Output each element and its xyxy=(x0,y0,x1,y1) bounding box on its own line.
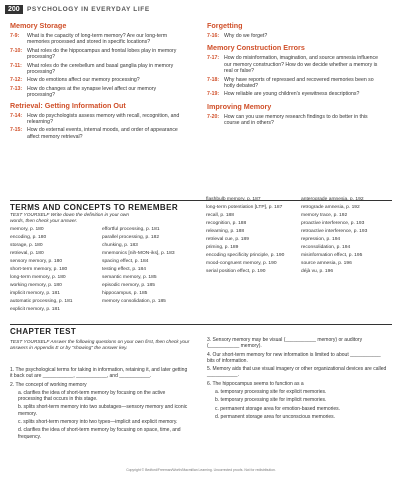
learning-objective xyxy=(10,77,185,83)
test-question: 6. The hippocampus seems to function as a xyxy=(207,380,304,387)
glossary-term: spacing effect, p. 184 xyxy=(102,259,149,264)
glossary-term: priming, p. 189 xyxy=(206,245,239,250)
footer-copyright: Copyright © Bedford/Freeman/Worth/Macmillan Learning. Uncorrected proofs. Not for redistribution. xyxy=(126,468,276,472)
page-header xyxy=(0,0,402,20)
test-questions-left xyxy=(10,367,190,442)
section-heading: Forgetting xyxy=(207,21,243,30)
answer-option: b. splits short-term memory into two substages—sensory memory and iconic memory. xyxy=(18,404,188,417)
chapter-test-instructions: TEST YOURSELF Answer the following questions on your own first, then check your answers in Appendix E or by "showing" the answer key. xyxy=(10,340,190,351)
glossary-term: explicit memory, p. 181 xyxy=(10,307,60,312)
objective-number: 7-18: xyxy=(207,76,220,83)
learning-objective xyxy=(10,86,185,99)
objective-text: How do emotions affect our memory processing? xyxy=(27,77,140,84)
objective-text: How reliable are young children's eyewitness descriptions? xyxy=(224,91,360,98)
answer-option: b. temporary processing site for implicit memories. xyxy=(215,397,327,404)
glossary-term: memory trace, p. 192 xyxy=(301,213,348,218)
section-divider xyxy=(10,324,392,325)
answer-option: d. clarifies the idea of short-term memory by focusing on space, time, and frequency. xyxy=(18,427,181,440)
glossary-term: anterograde amnesia, p. 192 xyxy=(301,197,364,202)
answer-option: d. permanent storage area for unconscious memories. xyxy=(215,413,336,420)
glossary-term: retroactive interference, p. 193 xyxy=(301,229,368,234)
objective-text: How do misinformation, imagination, and source amnesia influence our memory construction? How do we decide whether a memory is real or false? xyxy=(224,55,378,75)
answer-option: c. permanent storage area for emotion-based memories. xyxy=(215,405,341,412)
test-question: 4. Our short-term memory for new information is limited to about ___________ bits of information. xyxy=(207,351,381,364)
glossary-term: automatic processing, p. 181 xyxy=(10,299,73,304)
glossary-term: retrieval, p. 180 xyxy=(10,251,44,256)
section-heading: Improving Memory xyxy=(207,101,272,111)
objective-number: 7-19: xyxy=(207,91,220,98)
objective-number: 7-15: xyxy=(10,127,23,134)
glossary-term: implicit memory, p. 181 xyxy=(10,291,60,296)
objective-text: How do changes at the synapse level affect our memory processing? xyxy=(27,85,157,99)
glossary-term: retrieval cue, p. 189 xyxy=(206,237,249,242)
section-heading: Memory Storage xyxy=(10,21,67,30)
learning-objectives-left xyxy=(10,21,185,142)
terms-column-4 xyxy=(301,197,396,277)
glossary-term: memory consolidation, p. 185 xyxy=(102,299,166,304)
glossary-term: relearning, p. 188 xyxy=(206,229,245,234)
glossary-term: memory, p. 180 xyxy=(10,227,44,232)
section-heading: Retrieval: Getting Information Out xyxy=(10,100,126,110)
glossary-term: storage, p. 180 xyxy=(10,243,43,248)
glossary-term: encoding specificity principle, p. 190 xyxy=(206,253,285,258)
terms-instructions: TEST YOURSELF Write down the definition in your own words, then check your answer. xyxy=(10,213,129,224)
glossary-term: encoding, p. 180 xyxy=(10,235,47,240)
terms-column-3 xyxy=(206,197,301,277)
learning-objectives-right xyxy=(207,21,382,129)
glossary-term: long-term potentiation [LTP], p. 187 xyxy=(206,205,283,210)
objective-text: Why do we forget? xyxy=(224,33,268,39)
objective-number: 7-20: xyxy=(207,113,220,120)
glossary-term: mood-congruent memory, p. 190 xyxy=(206,261,277,266)
terms-heading: TERMS AND CONCEPTS TO REMEMBER xyxy=(10,203,179,212)
objective-text: How do psychologists assess memory with recall, recognition, and relearning? xyxy=(27,112,180,126)
page-number: 200 xyxy=(5,5,23,14)
glossary-term: sensory memory, p. 180 xyxy=(10,259,63,264)
learning-objective xyxy=(10,48,185,61)
answer-option: a. clarifies the idea of short-term memory by focusing on the active processing that occurs in this stage. xyxy=(18,389,166,403)
glossary-term: working memory, p. 180 xyxy=(10,283,62,288)
answer-option: c. splits short-term memory into two types—implicit and explicit memory. xyxy=(18,419,178,426)
glossary-term: mnemonics [nih-MON-iks], p. 183 xyxy=(102,251,175,256)
learning-objective xyxy=(207,33,382,39)
objective-number: 7-10: xyxy=(10,47,23,54)
glossary-term: episodic memory, p. 185 xyxy=(102,283,155,288)
glossary-term: source amnesia, p. 196 xyxy=(301,261,352,266)
glossary-term: parallel processing, p. 182 xyxy=(102,235,160,240)
glossary-term: effortful processing, p. 181 xyxy=(102,227,160,232)
learning-objective xyxy=(207,55,382,74)
objective-text: What roles do the cerebellum and basal ganglia play in memory processing? xyxy=(27,62,174,76)
glossary-term: chunking, p. 183 xyxy=(102,243,138,248)
objective-number: 7-12: xyxy=(10,77,23,84)
test-question: 1. The psychological terms for taking in information, retaining it, and later getting it back out are ___________, ___________, and ___________. xyxy=(10,367,188,380)
objective-number: 7-13: xyxy=(10,85,23,92)
objective-number: 7-17: xyxy=(207,55,220,62)
terms-column-2 xyxy=(102,227,197,307)
objective-number: 7-14: xyxy=(10,112,23,119)
learning-objective xyxy=(10,113,185,126)
glossary-term: semantic memory, p. 185 xyxy=(102,275,157,280)
glossary-term: proactive interference, p. 193 xyxy=(301,221,365,226)
section-heading: Memory Construction Errors xyxy=(207,43,305,53)
objective-text: Why have reports of repressed and recovered memories been so hotly debated? xyxy=(224,76,374,90)
objective-number: 7-16: xyxy=(207,33,220,39)
test-question: 5. Memory aids that use visual imagery or other organizational devices are called ___________. xyxy=(207,366,387,379)
objective-number: 7-11: xyxy=(10,62,22,69)
glossary-term: recall, p. 188 xyxy=(206,213,235,218)
glossary-term: déjà vu, p. 196 xyxy=(301,269,334,274)
objective-number: 7-9: xyxy=(10,33,20,39)
learning-objective xyxy=(207,77,382,90)
learning-objective xyxy=(207,114,382,127)
terms-column-1 xyxy=(10,227,100,315)
learning-objective xyxy=(207,91,382,97)
glossary-term: reconsolidation, p. 194 xyxy=(301,245,351,250)
glossary-term: recognition, p. 188 xyxy=(206,221,247,226)
learning-objective xyxy=(10,127,185,140)
learning-objective xyxy=(10,63,185,76)
test-question: 3. Sensory memory may be visual (___________ memory) or auditory (___________ memory). xyxy=(207,337,363,350)
objective-text: How do external events, internal moods, and order of appearance affect memory retrieval? xyxy=(27,127,178,140)
glossary-term: serial position effect, p. 190 xyxy=(206,269,266,274)
chapter-test-heading: CHAPTER TEST xyxy=(10,327,77,336)
glossary-term: repression, p. 194 xyxy=(301,237,341,242)
test-question: 2. The concept of working memory xyxy=(10,381,87,388)
glossary-term: retrograde amnesia, p. 192 xyxy=(301,205,360,210)
learning-objective xyxy=(10,33,185,46)
answer-option: a. temporary processing site for explicit memories. xyxy=(215,389,327,396)
objective-text: What is the capacity of long-term memory? Are our long-term memories processed and stored in specific locations? xyxy=(27,33,168,46)
glossary-term: misinformation effect, p. 195 xyxy=(301,253,363,258)
objective-text: How can you use memory research findings to do better in this course and in others? xyxy=(224,113,368,127)
running-title: PSYCHOLOGY IN EVERYDAY LIFE xyxy=(27,6,150,13)
glossary-term: long-term memory, p. 180 xyxy=(10,275,66,280)
glossary-term: hippocampus, p. 185 xyxy=(102,291,148,296)
test-questions-right xyxy=(207,337,387,422)
glossary-term: testing effect, p. 184 xyxy=(102,267,146,272)
objective-text: What roles do the hippocampus and frontal lobes play in memory processing? xyxy=(27,47,177,61)
glossary-term: short-term memory, p. 180 xyxy=(10,267,68,272)
glossary-term: flashbulb memory, p. 187 xyxy=(206,197,261,202)
